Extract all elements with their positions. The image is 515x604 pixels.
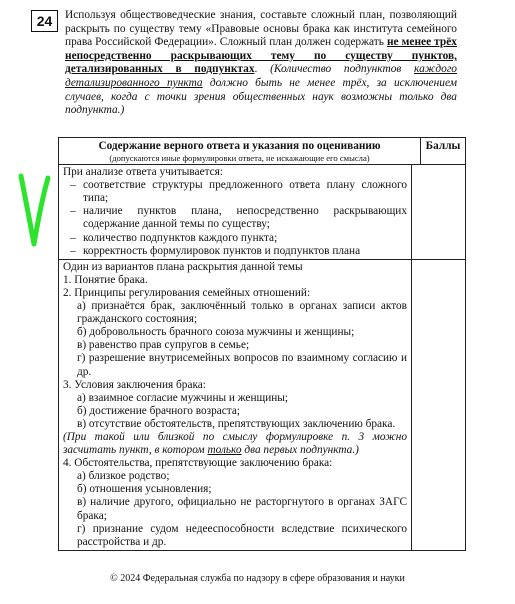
plan-cell [59,260,412,550]
answer-table [58,137,466,551]
task-part1: Используя обществоведческие знания, составьте сложный план, позволяющий раскрыть по существу тему «Правовые основы брака как института семейного права Российской Федерации». Сложный план должен содержать [65,9,457,49]
points-cell [412,260,465,550]
plan-subpoint: а) взаимное согласие мужчины и женщины; [77,391,289,404]
page-footer: © 2024 Федеральная служба по надзору в сфере образования и науки [110,573,405,584]
task-requirement: не менее трёх непосредственно раскрывающих тему по существу пунктов, детализированных в подпунктах [65,36,457,76]
list-item: – корректность формулировок пунктов и подпунктов плана [63,245,407,258]
table-row [59,260,465,550]
plan-subpoint: б) достижение брачного возраста; [77,404,241,417]
note-part-b: два первых подпункта.) [241,444,359,457]
header-points: Баллы [425,140,461,152]
note-part-a: (При такой или близкой по смыслу формулировке п. 3 можно засчитать пункт, в котором [63,430,407,457]
plan-subpoint: а) близкое родство; [77,470,170,483]
plan-subpoint: б) добровольность брачного союза мужчины и женщины; [77,326,355,339]
list-item: – наличие пунктов плана, непосредственно раскрывающих содержание данной темы по существу; [70,205,407,231]
list-item: – соответствие структуры предложенного ответа плану сложного типа; [70,179,407,205]
task-italic-underlined: каждого детализированного пункта [65,63,457,89]
plan-point-3: 3. Условия заключения брака: [63,378,206,391]
task-text [65,9,457,118]
plan-subpoint: а) признаётся брак, заключённый только в органах записи актов гражданского состояния; [77,300,407,326]
plan-subpoint: г) разрешение внутрисемейных вопросов по взаимному согласию и др. [77,352,407,378]
analysis-intro: При анализе ответа учитывается: [63,166,224,179]
plan-point-2: 2. Принципы регулирования семейных отношений: [63,286,311,299]
plan-subpoint: в) наличие другого, официально не расторгнутого в органах ЗАГС брака; [77,496,407,522]
header-subtitle: (допускаются иные формулировки ответа, не искажающие его смысла) [109,153,370,164]
table-header-content [59,138,421,164]
plan-subpoint: г) признание судом недееспособности вследствие психического расстройства и др. [77,522,407,548]
plan-point-1: 1. Понятие брака. [63,273,148,286]
task-italic-a: (Количество подпунктов [270,63,415,76]
table-row [59,165,465,260]
analysis-cell [59,165,412,259]
analysis-item: наличие пунктов плана, непосредственно раскрывающих содержание данной темы по существу; [83,205,407,231]
header-title: Содержание верного ответа и указания по оцениванию [98,140,381,152]
note-underlined: только [207,444,242,457]
task-italic-b: должно быть не менее трёх, за исключением случаев, когда с точки зрения общественных наук возможны только два подпункта.) [65,76,457,117]
grading-note [63,431,407,457]
task-part2: . [254,63,271,76]
variant-intro: Один из вариантов плана раскрытия данной темы [63,260,303,273]
plan-point-4: 4. Обстоятельства, препятствующие заключению брака: [63,457,333,470]
analysis-item: корректность формулировок пунктов и подпунктов плана [83,244,361,257]
table-header [59,138,465,165]
analysis-item: соответствие структуры предложенного ответа плану сложного типа; [83,179,407,205]
analysis-item: количество подпунктов каждого пункта; [83,231,278,244]
question-number: 24 [31,10,58,32]
green-checkmark-icon [18,172,52,254]
plan-subpoint: в) отсутствие обстоятельств, препятствующих заключению брака. [77,417,396,430]
plan-subpoint: в) равенство прав супругов в семье; [77,339,250,352]
plan-subpoint: б) отношения усыновления; [77,483,212,496]
points-cell [412,165,465,259]
list-item: – количество подпунктов каждого пункта; [63,232,407,245]
